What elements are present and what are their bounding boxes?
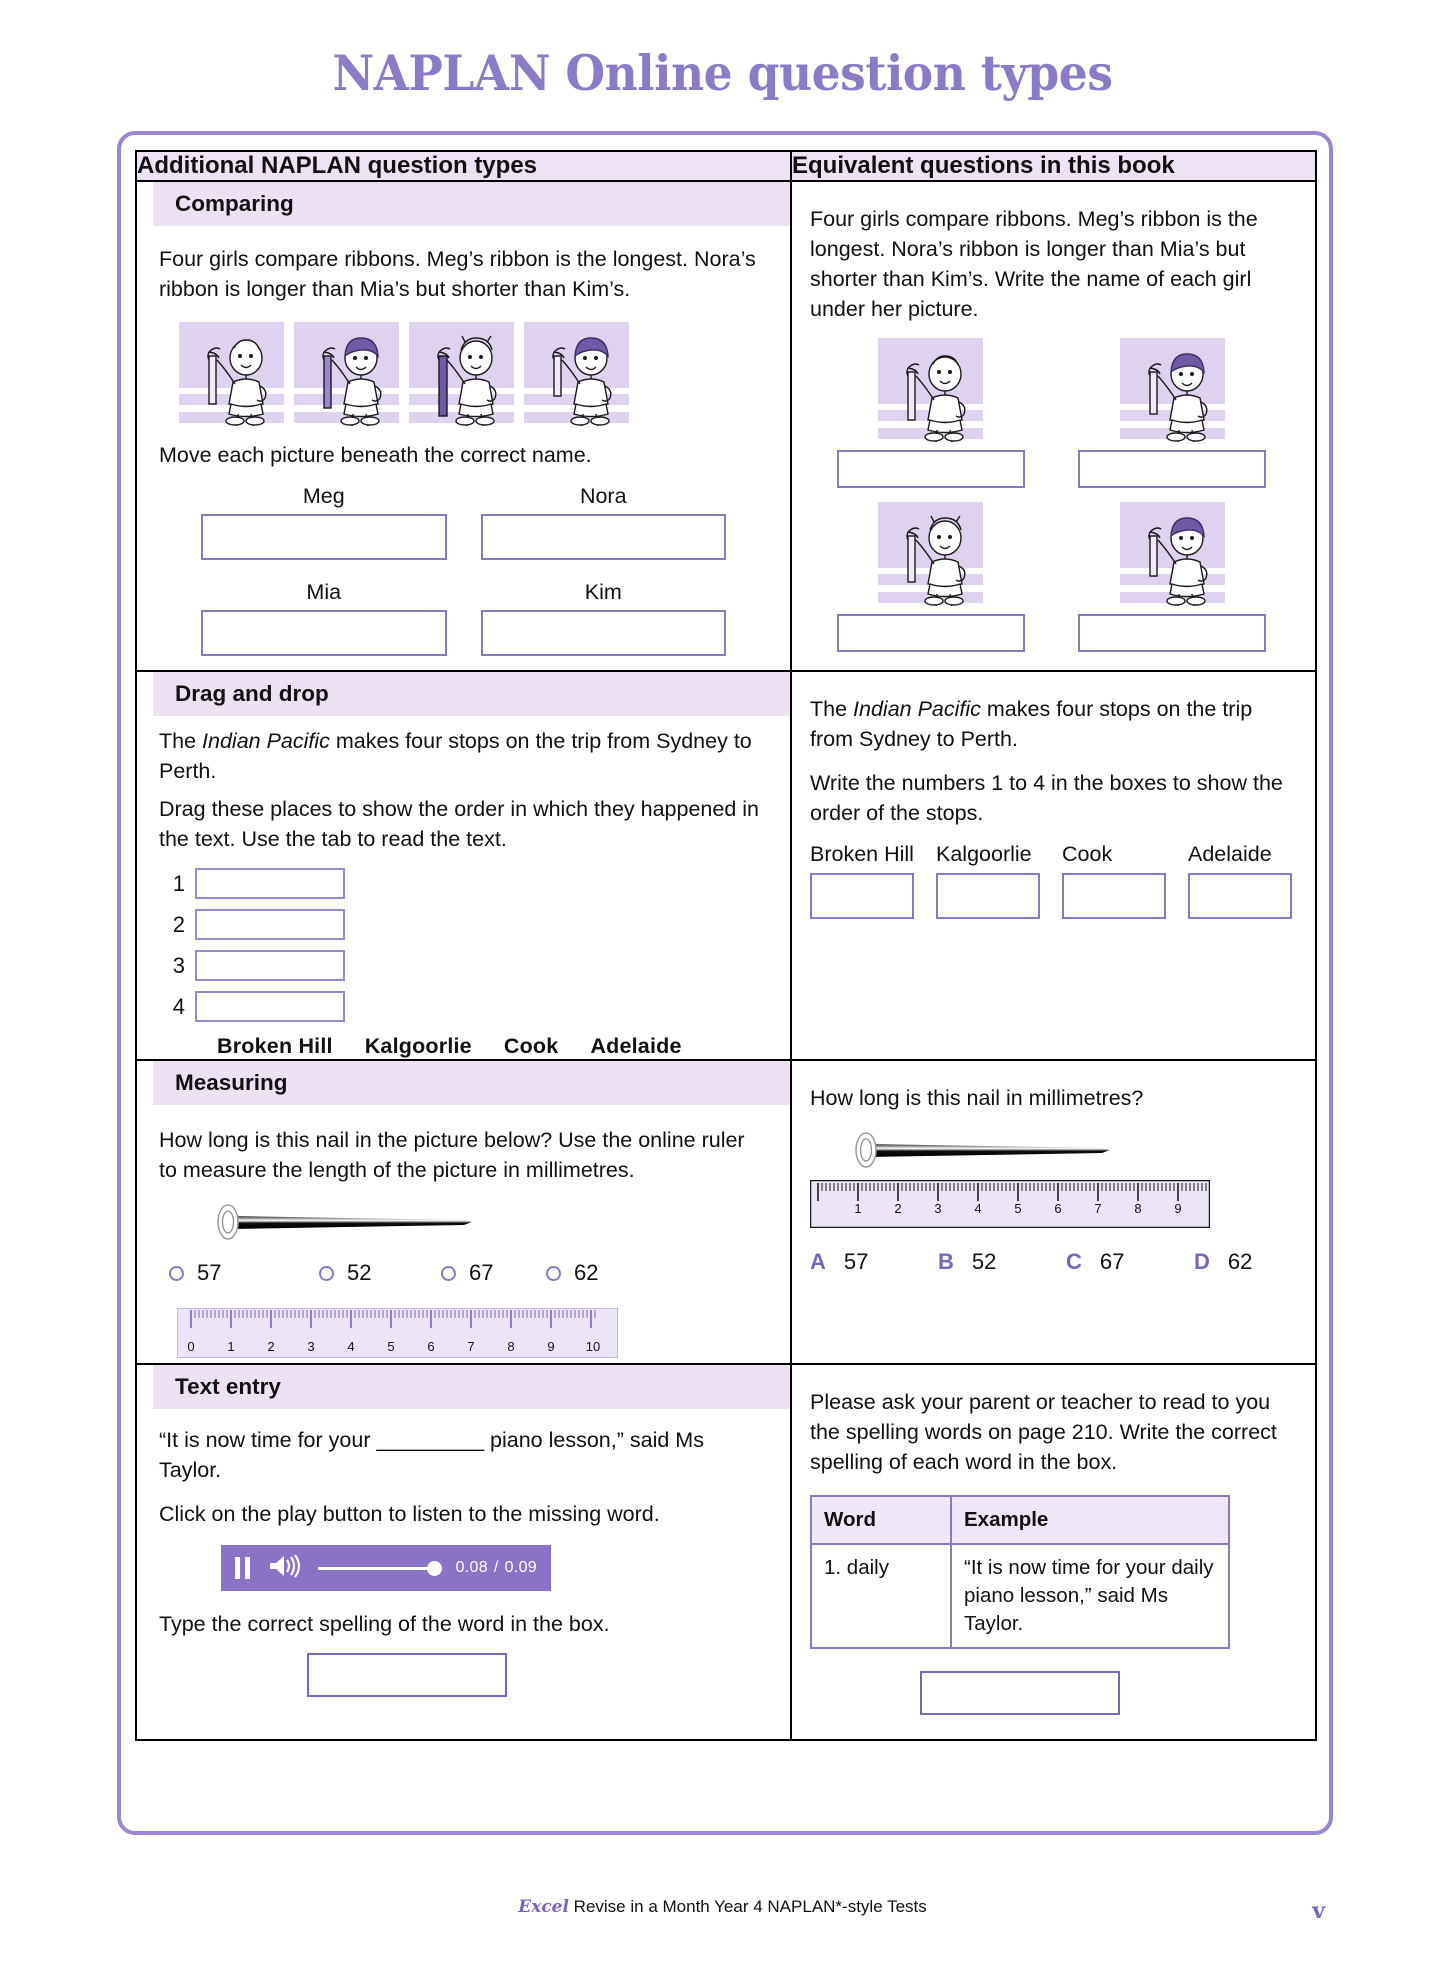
drag-slot-row [169, 868, 768, 899]
radio-icon[interactable] [441, 1266, 456, 1281]
radio-icon[interactable] [169, 1266, 184, 1281]
total-time: 0.09 [504, 1559, 537, 1576]
header-equivalent-questions: Equivalent questions in this book [791, 151, 1316, 181]
svg-text:4: 4 [974, 1201, 982, 1216]
svg-text:2: 2 [894, 1201, 902, 1216]
option-b[interactable] [938, 1249, 1066, 1275]
draggable-city-list [217, 1034, 768, 1059]
city-answer-boxes [810, 873, 1293, 919]
train-name: Indian Pacific [202, 729, 330, 753]
option-value: 62 [1227, 1249, 1253, 1274]
girl-illustration [1120, 338, 1225, 442]
textentry-left-type-instruction: Type the correct spelling of the word in the box. [159, 1612, 610, 1636]
text-fragment: The [159, 729, 203, 753]
svg-text:6: 6 [1054, 1201, 1062, 1216]
svg-text:5: 5 [387, 1339, 395, 1354]
section-label-comparing: Comparing [153, 182, 790, 226]
drop-target-mia[interactable] [201, 610, 447, 656]
svg-text:1: 1 [854, 1201, 862, 1216]
girl-illustration[interactable] [294, 322, 399, 426]
comparing-right-girls [810, 338, 1293, 652]
measuring-right-cell [791, 1060, 1316, 1364]
drop-target-2[interactable] [195, 909, 345, 940]
comparing-left-cell [136, 181, 791, 671]
audio-player[interactable] [221, 1545, 551, 1591]
online-ruler[interactable] [177, 1308, 768, 1363]
current-time: 0.08 [455, 1559, 488, 1576]
audio-time [456, 1559, 537, 1577]
girl-illustration [1120, 502, 1225, 606]
option-52[interactable] [319, 1260, 441, 1286]
section-label-drag-and-drop: Drag and drop [153, 672, 790, 716]
option-letter: C [1066, 1249, 1082, 1274]
option-value: 57 [843, 1249, 869, 1274]
svg-text:9: 9 [547, 1339, 555, 1354]
section-label-measuring: Measuring [153, 1061, 790, 1105]
text-fragment: makes four stops on the trip from Sydney to Perth. [159, 729, 752, 783]
svg-text:2: 2 [267, 1339, 275, 1354]
girl-illustration [878, 502, 983, 606]
option-label: 57 [197, 1260, 222, 1285]
header-additional-question-types: Additional NAPLAN question types [136, 151, 791, 181]
dragdrop-left-text-2: Drag these places to show the order in which they happened in the text. Use the tab to read the text. [159, 797, 759, 851]
comparing-girls-row [179, 322, 768, 426]
page-title: NAPLAN Online question types [332, 44, 1113, 102]
pause-icon[interactable] [235, 1557, 250, 1579]
textentry-left-instruction: Click on the play button to listen to the missing word. [159, 1502, 660, 1526]
svg-text:8: 8 [1134, 1201, 1142, 1216]
word-example-table [810, 1495, 1230, 1649]
drop-target-meg[interactable] [201, 514, 447, 560]
dragdrop-right-text-2: Write the numbers 1 to 4 in the boxes to show the order of the stops. [810, 771, 1283, 825]
row-drag-and-drop [136, 671, 1316, 1060]
measuring-right-prompt: How long is this nail in millimetres? [810, 1086, 1144, 1110]
dragdrop-left-cell [136, 671, 791, 1060]
city-label-kalgoorlie: Kalgoorlie [936, 842, 1032, 866]
svg-text:8: 8 [507, 1339, 515, 1354]
slot-number-4: 4 [172, 993, 185, 1019]
comparing-name-grid [201, 484, 726, 670]
svg-text:7: 7 [1094, 1201, 1102, 1216]
svg-text:3: 3 [934, 1201, 942, 1216]
svg-text:1: 1 [227, 1339, 235, 1354]
spelling-input[interactable] [307, 1653, 507, 1697]
draggable-city-cook[interactable]: Cook [503, 1034, 559, 1058]
option-letter: A [810, 1249, 826, 1274]
textentry-right-cell [791, 1364, 1316, 1740]
svg-text:9: 9 [1174, 1201, 1182, 1216]
answer-box-cook[interactable] [1062, 873, 1166, 919]
progress-slider[interactable] [318, 1559, 442, 1577]
option-c[interactable] [1066, 1249, 1194, 1275]
column-header-example: Example [951, 1496, 1229, 1544]
svg-text:3: 3 [307, 1339, 315, 1354]
text-fragment: makes four stops on the trip from Sydney to Perth. [810, 697, 1253, 751]
name-label-nora: Nora [579, 484, 627, 508]
option-letter: D [1194, 1249, 1210, 1274]
measuring-right-options [810, 1249, 1293, 1275]
answer-box-kalgoorlie[interactable] [936, 873, 1040, 919]
row-text-entry [136, 1364, 1316, 1740]
girl-illustration[interactable] [409, 322, 514, 426]
option-value: 52 [971, 1249, 997, 1274]
answer-box-girl-4[interactable] [1078, 614, 1266, 652]
drop-target-3[interactable] [195, 950, 345, 981]
answer-box-adelaide[interactable] [1188, 873, 1292, 919]
drop-target-4[interactable] [195, 991, 345, 1022]
draggable-city-kalgoorlie[interactable]: Kalgoorlie [364, 1034, 472, 1058]
page-number: v [1312, 1898, 1325, 1924]
measuring-left-cell [136, 1060, 791, 1364]
question-types-table [135, 150, 1317, 1741]
answer-box-broken-hill[interactable] [810, 873, 914, 919]
girl-illustration [878, 338, 983, 442]
measuring-left-options [169, 1260, 768, 1286]
slot-number-2: 2 [172, 911, 185, 937]
svg-text:5: 5 [1014, 1201, 1022, 1216]
comparing-left-prompt: Four girls compare ribbons. Meg’s ribbon is the longest. Nora’s ribbon is longer than Mia’s but shorter than Kim’s. [159, 247, 756, 301]
svg-text:7: 7 [467, 1339, 475, 1354]
nail-illustration [852, 1129, 1293, 1176]
measuring-left-prompt: How long is this nail in the picture below? Use the online ruler to measure the length of the picture in millimetres. [159, 1128, 745, 1182]
comparing-left-instruction: Move each picture beneath the correct name. [159, 443, 592, 467]
girl-illustration[interactable] [524, 322, 629, 426]
svg-text:0: 0 [187, 1339, 195, 1354]
option-57[interactable] [169, 1260, 319, 1286]
dragdrop-right-text-1 [810, 694, 1293, 754]
footer-text: Revise in a Month Year 4 NAPLAN*-style Tests [568, 1897, 927, 1916]
drag-slot-row [169, 991, 768, 1022]
option-a[interactable] [810, 1249, 938, 1275]
option-label: 62 [574, 1260, 599, 1285]
draggable-city-adelaide[interactable]: Adelaide [590, 1034, 682, 1058]
drop-target-1[interactable] [195, 868, 345, 899]
section-label-text-entry: Text entry [153, 1365, 790, 1409]
city-label-adelaide: Adelaide [1188, 842, 1272, 866]
time-separator: / [493, 1559, 499, 1576]
drag-slot-row [169, 909, 768, 940]
table-row [811, 1544, 1229, 1648]
svg-text:4: 4 [347, 1339, 355, 1354]
option-letter: B [938, 1249, 954, 1274]
slot-number-3: 3 [172, 952, 185, 978]
city-label-broken-hill: Broken Hill [810, 842, 914, 866]
option-label: 52 [347, 1260, 372, 1285]
option-d[interactable] [1194, 1249, 1252, 1275]
textentry-left-cell [136, 1364, 791, 1740]
footer [0, 1897, 1445, 1917]
svg-text:10: 10 [585, 1339, 601, 1354]
answer-box-girl-3[interactable] [837, 614, 1025, 652]
printed-ruler [810, 1180, 1293, 1233]
word-table-header-row [811, 1496, 1229, 1544]
train-name: Indian Pacific [853, 697, 981, 721]
spelling-answer-box[interactable] [920, 1671, 1120, 1715]
girl-illustration[interactable] [179, 322, 284, 426]
footer-brand: Excel [518, 1897, 569, 1917]
column-header-word: Word [811, 1496, 951, 1544]
drag-slot-row [169, 950, 768, 981]
answer-box-girl-1[interactable] [837, 450, 1025, 488]
nail-illustration [214, 1201, 768, 1248]
row-measuring [136, 1060, 1316, 1364]
drop-target-kim[interactable] [481, 610, 727, 656]
option-label: 67 [469, 1260, 494, 1285]
row-comparing [136, 181, 1316, 671]
textentry-right-instruction: Please ask your parent or teacher to read to you the spelling words on page 210. Write the correct spelling of each word in the box. [810, 1390, 1277, 1474]
radio-icon[interactable] [546, 1266, 561, 1281]
name-label-mia: Mia [306, 580, 342, 604]
cell-word: 1. daily [811, 1544, 951, 1648]
radio-icon[interactable] [319, 1266, 334, 1281]
svg-text:6: 6 [427, 1339, 435, 1354]
option-62[interactable] [546, 1260, 598, 1286]
city-label-cook: Cook [1062, 842, 1113, 866]
slot-number-1: 1 [172, 870, 185, 896]
textentry-left-quote: “It is now time for your _________ piano lesson,” said Ms Taylor. [159, 1428, 704, 1482]
text-fragment: The [810, 697, 854, 721]
slider-knob[interactable] [427, 1561, 442, 1576]
comparing-right-prompt: Four girls compare ribbons. Meg’s ribbon is the longest. Nora’s ribbon is longer than Mia’s but shorter than Kim’s. Write the name of each girl under her picture. [810, 207, 1258, 321]
option-value: 67 [1099, 1249, 1125, 1274]
city-label-row [810, 842, 1293, 867]
drop-target-nora[interactable] [481, 514, 727, 560]
table-header-row [136, 151, 1316, 181]
answer-box-girl-2[interactable] [1078, 450, 1266, 488]
comparing-right-cell [791, 181, 1316, 671]
option-67[interactable] [441, 1260, 546, 1286]
name-label-kim: Kim [584, 580, 622, 604]
dragdrop-right-cell [791, 671, 1316, 1060]
speaker-icon[interactable] [268, 1554, 302, 1583]
dragdrop-left-text-1 [159, 726, 768, 786]
draggable-city-broken-hill[interactable]: Broken Hill [217, 1034, 333, 1058]
cell-example: “It is now time for your daily piano lesson,” said Ms Taylor. [951, 1544, 1229, 1648]
name-label-meg: Meg [302, 484, 345, 508]
